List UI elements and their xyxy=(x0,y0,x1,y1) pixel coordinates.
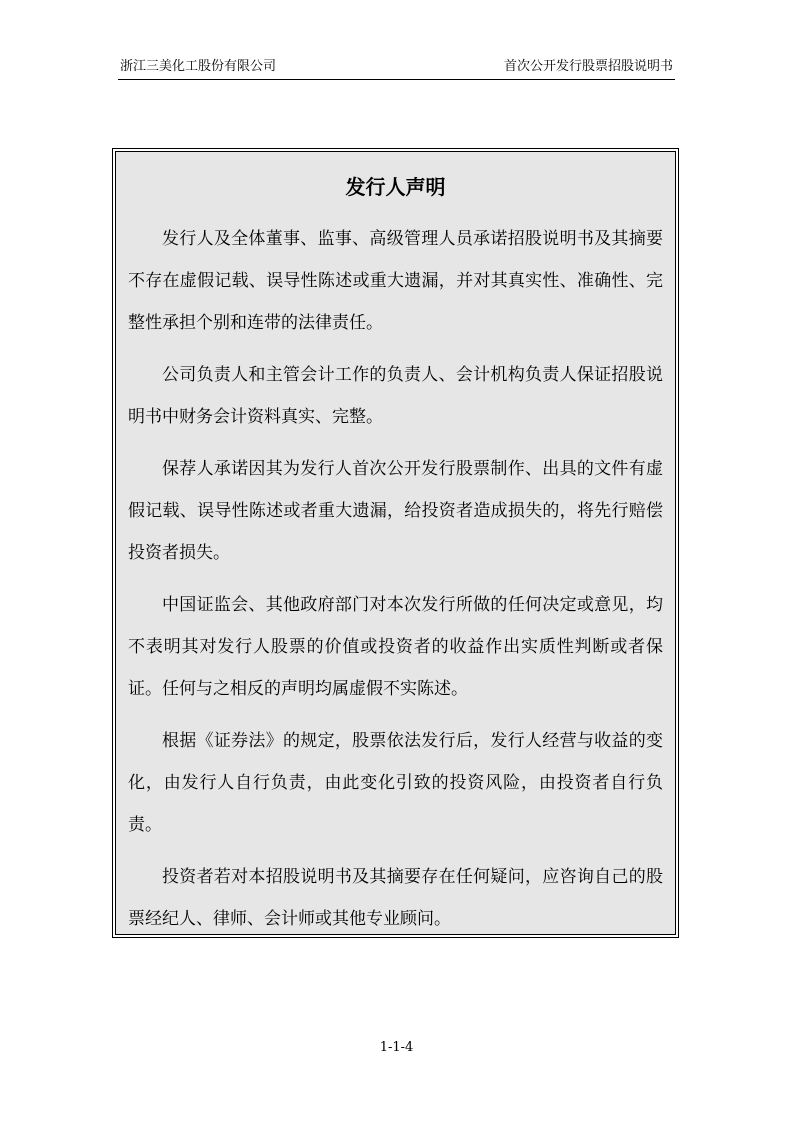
header-document-title: 首次公开发行股票招股说明书 xyxy=(503,59,673,74)
statement-paragraph-2: 公司负责人和主管会计工作的负责人、会计机构负责人保证招股说明书中财务会计资料真实、完整。 xyxy=(128,365,663,427)
page-number: 1-1-4 xyxy=(379,1040,414,1055)
statement-box-inner xyxy=(115,151,676,935)
header-company-name: 浙江三美化工股份有限公司 xyxy=(120,59,277,74)
statement-paragraph-6: 投资者若对本招股说明书及其摘要存在任何疑问，应咨询自己的股票经纪人、律师、会计师或其他专业顾问。 xyxy=(128,867,663,929)
page-header xyxy=(118,55,675,80)
statement-paragraph-5: 根据《证券法》的规定，股票依法发行后，发行人经营与收益的变化，由发行人自行负责，由此变化引致的投资风险，由投资者自行负责。 xyxy=(128,731,663,835)
statement-box xyxy=(112,148,679,938)
statement-paragraph-4: 中国证监会、其他政府部门对本次发行所做的任何决定或意见，均不表明其对发行人股票的价值或投资者的收益作出实质性判断或者保证。任何与之相反的声明均属虚假不实陈述。 xyxy=(128,595,663,699)
statement-paragraph-1: 发行人及全体董事、监事、高级管理人员承诺招股说明书及其摘要不存在虚假记载、误导性陈述或重大遗漏，并对其真实性、准确性、完整性承担个别和连带的法律责任。 xyxy=(128,229,663,333)
statement-title: 发行人声明 xyxy=(345,175,446,199)
statement-paragraph-3: 保荐人承诺因其为发行人首次公开发行股票制作、出具的文件有虚假记载、误导性陈述或者重大遗漏，给投资者造成损失的，将先行赔偿投资者损失。 xyxy=(128,459,663,563)
